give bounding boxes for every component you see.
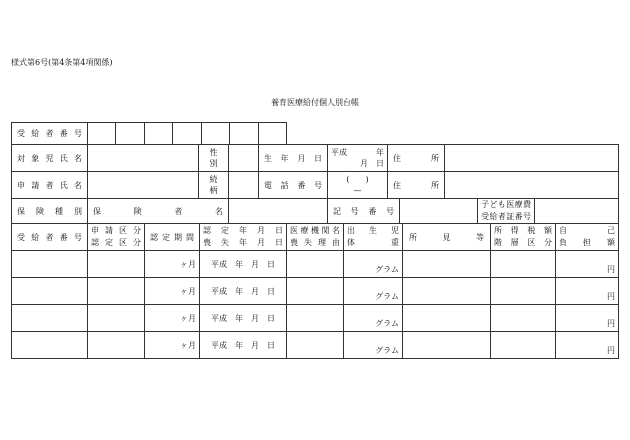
child-cert-label: 子ども医療費 受給者証番号 <box>478 199 535 224</box>
row-approval-date[interactable]: 平成 年 月 日 <box>200 305 287 332</box>
birthdate-field[interactable]: 平成 年 月 日 <box>328 145 388 172</box>
row-findings[interactable] <box>403 332 491 359</box>
col-income-tax: 所得税額 階層区分 <box>491 224 556 251</box>
row-income-tax[interactable] <box>491 305 556 332</box>
recipient-number-table <box>11 122 287 145</box>
child-cert-field[interactable] <box>535 199 619 224</box>
col-birth-weight: 出生児 体重 <box>344 224 403 251</box>
child-name-field[interactable] <box>88 145 199 172</box>
page-title: 養育医療給付個人別台帳 <box>271 98 359 107</box>
col-approval-period: 認定期間 <box>145 224 200 251</box>
col-recipient-number: 受給者番号 <box>12 224 88 251</box>
row-application-class[interactable] <box>88 332 145 359</box>
table-row <box>12 251 619 278</box>
row-weight[interactable]: グラム <box>344 278 403 305</box>
row-application-class[interactable] <box>88 305 145 332</box>
table-row <box>12 278 619 305</box>
row-medical-institution[interactable] <box>287 278 344 305</box>
row-findings[interactable] <box>403 305 491 332</box>
row-approval-date[interactable]: 平成 年 月 日 <box>200 251 287 278</box>
col-medical-institution: 医療機関名 喪失理由 <box>287 224 344 251</box>
row-approval-date[interactable]: 平成 年 月 日 <box>200 332 287 359</box>
address-label-applicant: 住所 <box>388 172 445 199</box>
row-months[interactable]: ヶ月 <box>145 251 200 278</box>
recipient-number-label: 受給者番号 <box>12 123 88 145</box>
row-income-tax[interactable] <box>491 251 556 278</box>
phone-field[interactable]: ( ) — <box>328 172 388 199</box>
birthdate-label: 生年月日 <box>259 145 328 172</box>
row-medical-institution[interactable] <box>287 251 344 278</box>
col-copay: 自 己 負担額 <box>556 224 619 251</box>
insurer-name-field[interactable] <box>229 199 328 224</box>
row-months[interactable]: ヶ月 <box>145 305 200 332</box>
relation-field[interactable] <box>229 172 259 199</box>
recipient-number-digit-6[interactable] <box>230 123 258 145</box>
row-medical-institution[interactable] <box>287 305 344 332</box>
ledger-header-row <box>12 224 619 251</box>
row-recipient-number[interactable] <box>12 278 88 305</box>
row-copay[interactable]: 円 <box>556 305 619 332</box>
table-row <box>12 332 619 359</box>
applicant-address-field[interactable] <box>445 172 619 199</box>
col-application-class: 申請区分 認定区分 <box>88 224 145 251</box>
child-name-label: 対象児氏名 <box>12 145 88 172</box>
row-copay[interactable]: 円 <box>556 251 619 278</box>
recipient-number-digit-2[interactable] <box>116 123 144 145</box>
recipient-number-digit-1[interactable] <box>88 123 116 145</box>
address-field[interactable] <box>445 145 619 172</box>
recipient-number-digit-4[interactable] <box>173 123 201 145</box>
phone-label: 電話番号 <box>259 172 328 199</box>
row-weight[interactable]: グラム <box>344 251 403 278</box>
col-findings: 所 見 等 <box>403 224 491 251</box>
row-medical-institution[interactable] <box>287 332 344 359</box>
row-approval-date[interactable]: 平成 年 月 日 <box>200 278 287 305</box>
insurer-name-label: 保険者名 <box>88 199 229 224</box>
form-number-label: 様式第6号(第4条第4項関係) <box>11 58 113 67</box>
row-months[interactable]: ヶ月 <box>145 278 200 305</box>
row-months[interactable]: ヶ月 <box>145 332 200 359</box>
recipient-number-digit-3[interactable] <box>144 123 172 145</box>
recipient-number-digit-5[interactable] <box>201 123 229 145</box>
applicant-name-label: 申請者氏名 <box>12 172 88 199</box>
symbol-number-label: 記号番号 <box>328 199 400 224</box>
row-income-tax[interactable] <box>491 332 556 359</box>
row-copay[interactable]: 円 <box>556 278 619 305</box>
row-copay[interactable]: 円 <box>556 332 619 359</box>
row-application-class[interactable] <box>88 251 145 278</box>
sex-field[interactable] <box>229 145 259 172</box>
row-findings[interactable] <box>403 278 491 305</box>
address-label: 住所 <box>388 145 445 172</box>
ledger-table <box>11 223 619 359</box>
row-recipient-number[interactable] <box>12 305 88 332</box>
sex-label: 性 別 <box>199 145 229 172</box>
insurance-type-label: 保険種別 <box>12 199 88 224</box>
row-weight[interactable]: グラム <box>344 332 403 359</box>
row-findings[interactable] <box>403 251 491 278</box>
child-info-table <box>11 144 619 224</box>
recipient-number-digit-7[interactable] <box>258 123 286 145</box>
symbol-number-field[interactable] <box>400 199 478 224</box>
col-approval-date: 認定年月日 喪失年月日 <box>200 224 287 251</box>
row-income-tax[interactable] <box>491 278 556 305</box>
row-weight[interactable]: グラム <box>344 305 403 332</box>
row-recipient-number[interactable] <box>12 332 88 359</box>
applicant-name-field[interactable] <box>88 172 199 199</box>
table-row <box>12 305 619 332</box>
row-application-class[interactable] <box>88 278 145 305</box>
relation-label: 続 柄 <box>199 172 229 199</box>
era-text: 平成 <box>331 148 347 157</box>
row-recipient-number[interactable] <box>12 251 88 278</box>
